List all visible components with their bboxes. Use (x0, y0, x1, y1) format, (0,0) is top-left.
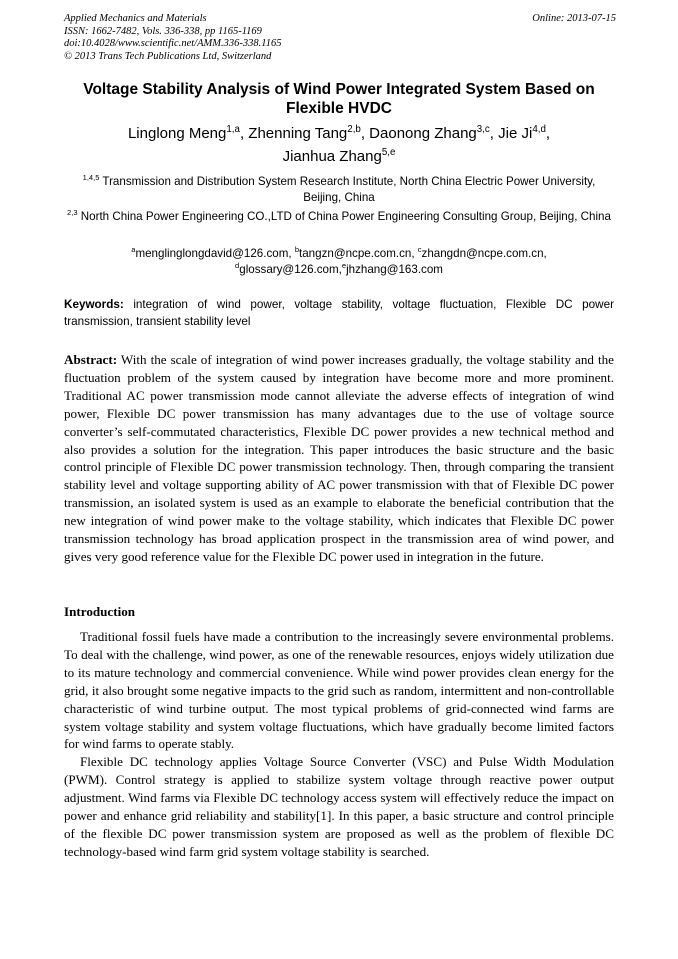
affiliation-text: North China Power Engineering CO.,LTD of China Power Engineering Consulting Group, Beijing, China (80, 210, 611, 223)
affiliation-superscript: 1,4,5 (82, 173, 100, 183)
section-heading: Introduction (64, 604, 136, 619)
online-date: Online: 2013-07-15 (532, 13, 616, 24)
author-superscript: 1,a (226, 124, 240, 135)
affiliation-superscript: 2,3 (67, 208, 78, 218)
email-link[interactable]: glossary@126.com, (239, 262, 342, 276)
paragraph: Traditional fossil fuels have made a contribution to the increasingly severe environmental problems. To deal with the challenge, wind power, as one of the renewable resources, enjoys widely utilization due to its mature technology and commercial convenience. While wind power provides clean energy for the grid, it also brought some negative impacts to the grid such as random, intermittent and non-controllable characteristic of wind turbine output. The most typical problems of grid-connected wind farms are system voltage stability and system voltage fluctuations, which have gradually become limited factors for wind farms to operate stably. (64, 629, 614, 752)
abstract-text: With the scale of integration of wind power increases gradually, the voltage stability and the fluctuation problem of the system caused by integration have become more and more prominent. Traditional AC power transmission mode cannot alleviate the adverse effects of integration of wind power, Flexible DC power transmission has many advantages due to the use of voltage source converter’s self-commutated characteristics, Flexible DC power provides a new technical method and also provides a solution for the integration. This paper introduces the basic structure and the basic control principle of Flexible DC power transmission technology. Then, through comparing the transient stability level and voltage supporting ability of AC power transmission with that of Flexible DC power transmission, an isolated system is used as an example to elaborate the beneficial contribution that the new integration of wind power make to the voltage stability, which indicates that Flexible DC power transmission technology has broad application prospect in the transmission area of wind power, and gives very good reference value for the Flexible DC power used in integration in the future. (64, 352, 614, 564)
keywords-label: Keywords: (64, 298, 124, 311)
author-superscript: 3,c (476, 124, 490, 135)
doi-line: doi:10.4028/www.scientific.net/AMM.336-338.1165 (64, 38, 282, 49)
affiliation (70, 174, 608, 205)
issn-line: ISSN: 1662-7482, Vols. 336-338, pp 1165-1169 (64, 25, 262, 37)
abstract-label: Abstract: (64, 352, 118, 367)
author-list: Linglong Meng$^{1,a}$, Zhenning Tang$^{2,b}$, Daonong Zhang$^{3,c}$, Jie Ji$^{4,d}$, Jianhua Zhang$^{5,e}$ (127, 124, 551, 165)
email-superscript: a (131, 245, 136, 255)
paragraph: Flexible DC technology applies Voltage Source Converter (VSC) and Pulse Width Modulation (PWM). Control strategy is applied to stabilize system voltage through reactive power output adjustment. Wind farms via Flexible DC technology access system will effectively reduce the impact on power and enhance grid reliability and stability[1]. In this paper, a basic structure and control principle of the flexible DC power transmission system are proposed as well as the problem of flexible DC technology-based wind farm grid system voltage stability is searched. (64, 754, 614, 859)
email-superscript: b (294, 245, 300, 255)
author-name: Daonong Zhang (369, 125, 477, 142)
email-link[interactable]: jhzhang@163.com (346, 262, 443, 276)
abstract-section (64, 351, 614, 566)
paper-title: Voltage Stability Analysis of Wind Power Integrated System Based on Flexible HVDC (83, 81, 595, 117)
affiliation-text: Transmission and Distribution System Research Institute, North China Electric Power University, Beijing, China (102, 175, 596, 204)
email-superscript: c (417, 245, 422, 255)
author-name: Jie Ji (498, 125, 533, 142)
email-superscript: d (235, 260, 240, 270)
copyright-line: © 2013 Trans Tech Publications Ltd, Switzerland (64, 50, 272, 62)
email-superscript: e (341, 260, 347, 270)
author-name: Jianhua Zhang (282, 148, 382, 165)
keywords-section (64, 296, 614, 330)
email-list (60, 246, 618, 277)
author-superscript: 5,e (381, 147, 396, 158)
email-link[interactable]: tangzn@ncpe.com.cn, (299, 247, 418, 260)
author-name: Linglong Meng (127, 125, 227, 142)
email-link[interactable]: menglinglongdavid@126.com, (135, 247, 295, 260)
author-superscript: 4,d (532, 124, 546, 135)
keywords-text: integration of wind power, voltage stability, voltage fluctuation, Flexible DC power transmission, transient stability level (64, 298, 614, 328)
journal-name: Applied Mechanics and Materials (64, 13, 207, 24)
journal-header (64, 13, 281, 63)
email-link[interactable]: zhangdn@ncpe.com.cn, (421, 247, 547, 260)
author-name: Zhenning Tang (248, 125, 348, 142)
introduction-body (64, 628, 614, 861)
author-superscript: 2,b (347, 124, 361, 135)
affiliation (60, 209, 618, 225)
